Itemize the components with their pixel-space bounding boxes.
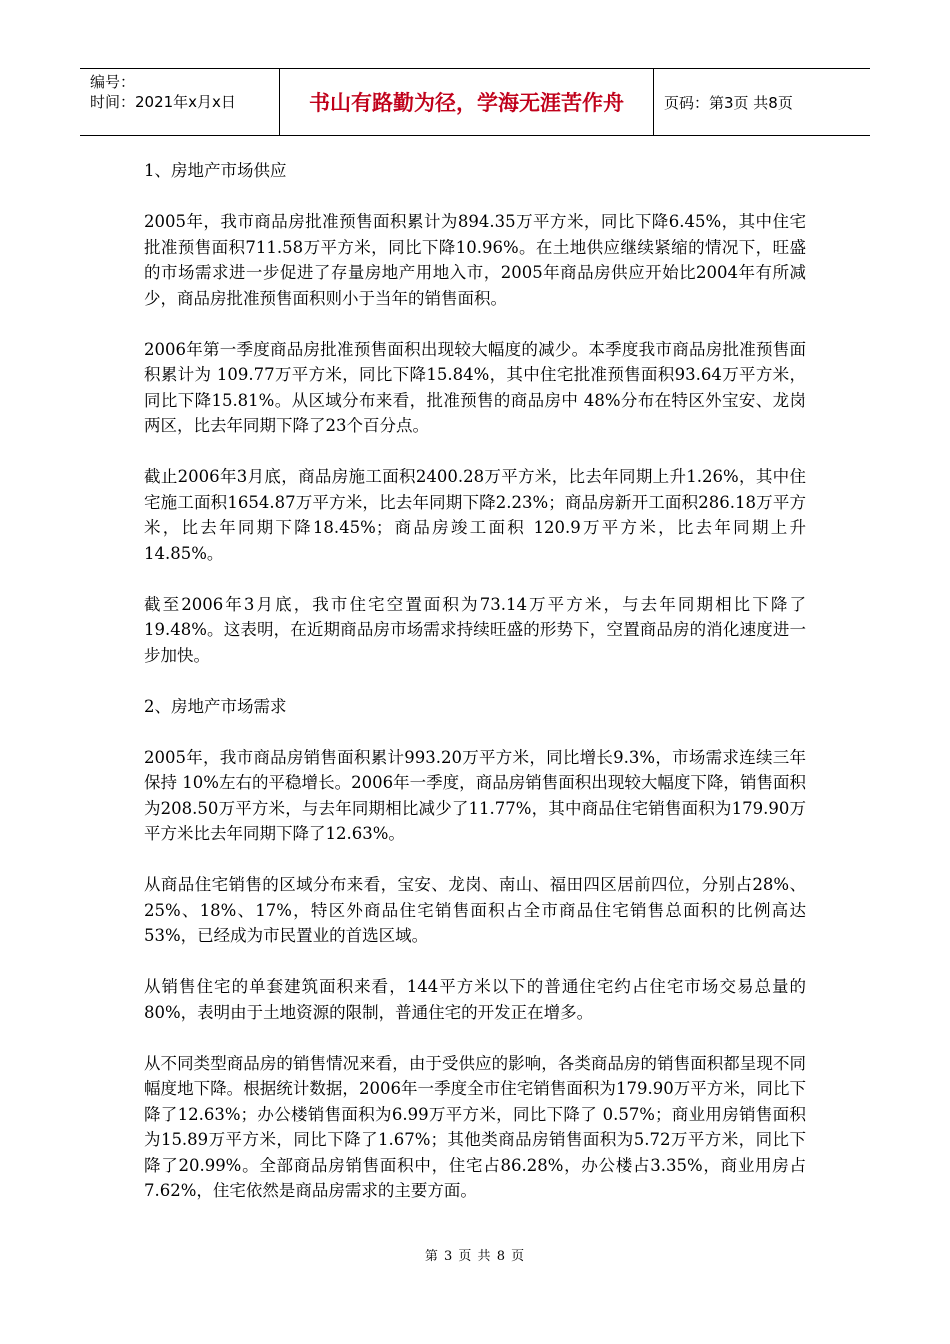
section-heading-supply: 1、房地产市场供应 [144, 161, 287, 180]
header-motto: 书山有路勤为径，学海无涯苦作舟 [280, 69, 654, 135]
header-page-info: 页码：第3页 共8页 [664, 93, 793, 112]
document-body [144, 158, 806, 1229]
paragraph: 从销售住宅的单套建筑面积来看，144平方米以下的普通住宅约占住宅市场交易总量的80%，表明由于土地资源的限制，普通住宅的开发正在增多。 [144, 977, 806, 1022]
paragraph: 截至2006年3月底，我市住宅空置面积为73.14万平方米，与去年同期相比下降了19.48%。这表明，在近期商品房市场需求持续旺盛的形势下，空置商品房的消化速度进一步加快。 [144, 594, 806, 665]
document-time-label: 时间：2021年x月x日 [90, 93, 236, 111]
paragraph: 2006年第一季度商品房批准预售面积出现较大幅度的减少。本季度我市商品房批准预售面积累计为 109.77万平方米，同比下降15.84%，其中住宅批准预售面积93.64万平方米，同比下降15.81%。从区域分布来看，批准预售的商品房中 48%分布在特区外宝安、龙岗两区，比去年同期下降了23个百分点。 [144, 339, 806, 435]
page-footer: 第 3 页 共 8 页 [424, 1249, 526, 1264]
document-number-label: 编号： [90, 73, 136, 91]
paragraph: 截止2006年3月底，商品房施工面积2400.28万平方米，比去年同期上升1.26%，其中住宅施工面积1654.87万平方米，比去年同期下降2.23%；商品房新开工面积286.18万平方米，比去年同期下降18.45%；商品房竣工面积 120.9万平方米，比去年同期上升14.85%。 [144, 467, 806, 563]
page-header [80, 68, 870, 136]
paragraph: 从不同类型商品房的销售情况来看，由于受供应的影响，各类商品房的销售面积都呈现不同幅度地下降。根据统计数据，2006年一季度全市住宅销售面积为179.90万平方米，同比下降了12.63%；办公楼销售面积为6.99万平方米，同比下降了 0.57%；商业用房销售面积为15.89万平方米，同比下降了1.67%；其他类商品房销售面积为5.72万平方米，同比下降了20.99%。全部商品房销售面积中，住宅占86.28%，办公楼占3.35%，商业用房占7.62%，住宅依然是商品房需求的主要方面。 [144, 1053, 806, 1200]
paragraph: 2005年，我市商品房销售面积累计993.20万平方米，同比增长9.3%，市场需求连续三年保持 10%左右的平稳增长。2006年一季度，商品房销售面积出现较大幅度下降，销售面积为208.50万平方米，与去年同期相比减少了11.77%，其中商品住宅销售面积为179.90万平方米比去年同期下降了12.63%。 [144, 747, 806, 843]
paragraph: 从商品住宅销售的区域分布来看，宝安、龙岗、南山、福田四区居前四位，分别占28%、25%、18%、17%，特区外商品住宅销售面积占全市商品住宅销售总面积的比例高达53%，已经成为市民置业的首选区域。 [144, 875, 806, 945]
section-heading-demand: 2、房地产市场需求 [144, 696, 287, 716]
paragraph: 2005年，我市商品房批准预售面积累计为894.35万平方米，同比下降6.45%，其中住宅批准预售面积711.58万平方米，同比下降10.96%。在土地供应继续紧缩的情况下，旺盛的市场需求进一步促进了存量房地产用地入市，2005年商品房供应开始比2004年有所减少，商品房批准预售面积则小于当年的销售面积。 [144, 212, 806, 308]
header-meta [80, 69, 280, 135]
